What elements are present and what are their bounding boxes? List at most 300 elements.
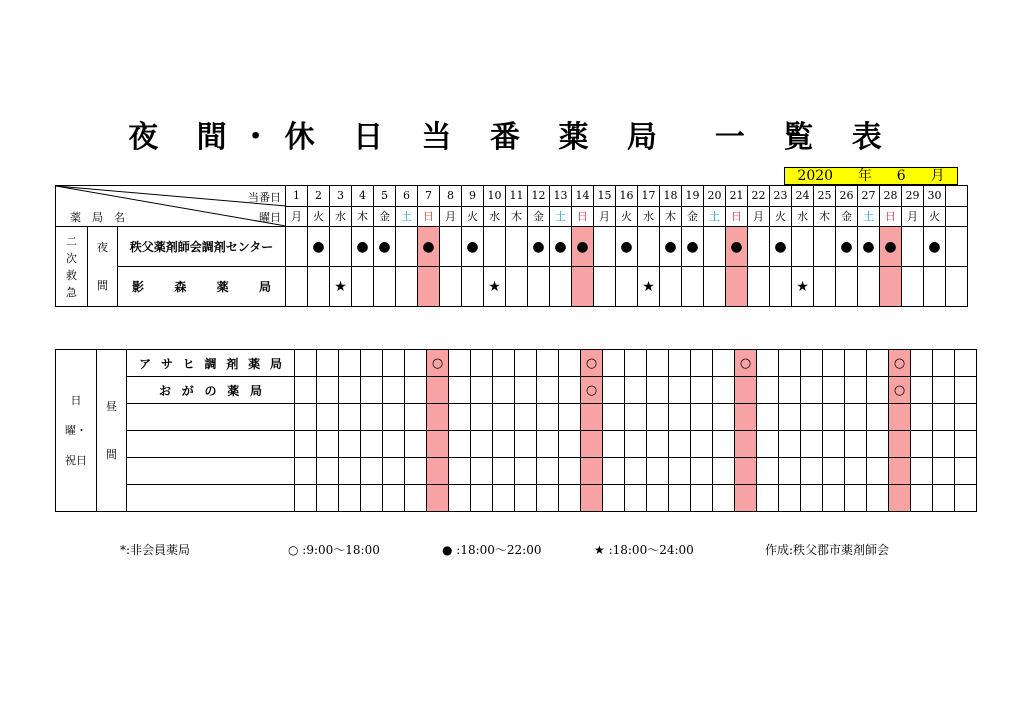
day-cell xyxy=(594,267,616,307)
weekday: 火 xyxy=(770,206,792,227)
duty-mark: ○ xyxy=(893,355,906,371)
day-cell xyxy=(427,458,449,485)
day-number: 30 xyxy=(924,186,946,207)
day-cell xyxy=(594,227,616,267)
day-cell xyxy=(515,350,537,377)
day-cell xyxy=(405,377,427,404)
day-cell xyxy=(858,267,880,307)
day-cell xyxy=(647,485,669,512)
day-cell xyxy=(559,485,581,512)
day-cell xyxy=(339,431,361,458)
table-row xyxy=(56,458,977,485)
day-cell xyxy=(836,267,858,307)
name-char: サ xyxy=(160,356,173,371)
day-cell xyxy=(506,267,528,307)
day-cell xyxy=(603,485,625,512)
day-cell xyxy=(515,377,537,404)
day-cell xyxy=(867,404,889,431)
day-cell xyxy=(339,485,361,512)
day-cell xyxy=(691,485,713,512)
day-number: 17 xyxy=(638,186,660,207)
table-row xyxy=(56,431,977,458)
day-cell xyxy=(317,485,339,512)
month-unit: 月 xyxy=(930,168,945,184)
day-cell xyxy=(449,404,471,431)
day-cell xyxy=(911,431,933,458)
day-cell xyxy=(559,350,581,377)
name-char: 局 xyxy=(258,280,271,294)
legend-non-member: *:非会員薬局 xyxy=(120,543,191,557)
day-cell xyxy=(955,485,977,512)
day-cell xyxy=(361,458,383,485)
day-cell xyxy=(823,404,845,431)
day-cell xyxy=(757,458,779,485)
day-cell xyxy=(779,485,801,512)
day-cell xyxy=(603,377,625,404)
day-cell xyxy=(647,377,669,404)
day-cell xyxy=(933,350,955,377)
duty-mark: ● xyxy=(532,238,545,255)
weekday: 月 xyxy=(440,206,462,227)
day-cell xyxy=(484,227,506,267)
day-cell xyxy=(581,404,603,431)
day-cell xyxy=(493,431,515,458)
name-char: 局 xyxy=(249,383,262,398)
name-char: が xyxy=(181,383,194,398)
day-cell xyxy=(647,458,669,485)
weekday xyxy=(946,206,968,227)
day-cell xyxy=(330,267,352,307)
day-cell xyxy=(405,404,427,431)
pharmacy-name xyxy=(118,227,286,267)
day-cell xyxy=(295,377,317,404)
duty-mark: ★ xyxy=(334,278,347,295)
weekday: 土 xyxy=(396,206,418,227)
day-cell xyxy=(691,458,713,485)
name-char: 剤 xyxy=(226,356,239,371)
weekday: 土 xyxy=(550,206,572,227)
day-cell xyxy=(440,227,462,267)
day-cell xyxy=(405,458,427,485)
weekday: 金 xyxy=(836,206,858,227)
day-number: 5 xyxy=(374,186,396,207)
month-value: 6 xyxy=(896,168,906,184)
day-cell xyxy=(418,227,440,267)
day-number: 29 xyxy=(902,186,924,207)
day-cell xyxy=(493,377,515,404)
day-cell xyxy=(418,267,440,307)
day-cell xyxy=(735,431,757,458)
duty-mark: ● xyxy=(356,238,369,255)
day-cell xyxy=(647,431,669,458)
weekday: 火 xyxy=(924,206,946,227)
day-number: 28 xyxy=(880,186,902,207)
weekday: 火 xyxy=(462,206,484,227)
day-cell xyxy=(449,458,471,485)
weekday: 月 xyxy=(594,206,616,227)
day-number: 26 xyxy=(836,186,858,207)
day-cell xyxy=(317,431,339,458)
duty-mark: ● xyxy=(554,238,567,255)
day-cell xyxy=(449,431,471,458)
duty-mark: ○ xyxy=(585,382,598,398)
duty-mark: ● xyxy=(730,238,743,255)
duty-mark: ● xyxy=(884,238,897,255)
day-cell xyxy=(867,458,889,485)
day-number xyxy=(946,186,968,207)
day-number: 20 xyxy=(704,186,726,207)
day-cell xyxy=(823,431,845,458)
day-number: 8 xyxy=(440,186,462,207)
day-cell xyxy=(735,350,757,377)
day-cell xyxy=(933,404,955,431)
day-cell xyxy=(427,350,449,377)
day-cell xyxy=(383,350,405,377)
day-cell xyxy=(493,404,515,431)
day-cell xyxy=(933,458,955,485)
day-cell xyxy=(880,267,902,307)
day-cell xyxy=(559,458,581,485)
year-unit: 年 xyxy=(857,168,872,184)
day-number: 27 xyxy=(858,186,880,207)
day-cell xyxy=(911,377,933,404)
day-cell xyxy=(317,404,339,431)
day-cell xyxy=(572,227,594,267)
day-cell xyxy=(581,377,603,404)
day-cell xyxy=(550,227,572,267)
day-cell xyxy=(603,431,625,458)
weekday: 水 xyxy=(638,206,660,227)
day-cell xyxy=(603,458,625,485)
day-cell xyxy=(550,267,572,307)
day-cell xyxy=(911,485,933,512)
weekday: 水 xyxy=(330,206,352,227)
day-cell xyxy=(713,377,735,404)
day-cell xyxy=(559,377,581,404)
name-char: 薬 xyxy=(248,356,261,371)
duty-mark: ● xyxy=(686,238,699,255)
day-cell xyxy=(537,458,559,485)
day-cell xyxy=(493,485,515,512)
day-cell xyxy=(889,431,911,458)
day-cell xyxy=(449,485,471,512)
day-cell xyxy=(682,267,704,307)
legend-circle: ○ :9:00～18:00 xyxy=(288,543,380,557)
legend-author: 作成:秩父郡市薬剤師会 xyxy=(765,543,890,557)
day-cell xyxy=(308,227,330,267)
pharmacy-name-spread xyxy=(127,355,294,372)
day-cell xyxy=(339,377,361,404)
day-cell xyxy=(889,350,911,377)
day-cell xyxy=(616,267,638,307)
day-cell xyxy=(528,227,550,267)
duty-mark: ● xyxy=(312,238,325,255)
weekday: 火 xyxy=(308,206,330,227)
day-cell xyxy=(801,458,823,485)
day-cell xyxy=(823,350,845,377)
day-cell xyxy=(396,267,418,307)
header-diagonal-cell xyxy=(56,186,286,227)
day-cell xyxy=(779,377,801,404)
night-sub-label: 夜間 xyxy=(88,227,118,307)
day-cell xyxy=(361,485,383,512)
day-cell xyxy=(559,431,581,458)
day-cell xyxy=(801,485,823,512)
duty-mark: ● xyxy=(774,238,787,255)
day-cell xyxy=(933,377,955,404)
weekday: 水 xyxy=(484,206,506,227)
day-cell xyxy=(889,404,911,431)
day-cell xyxy=(801,350,823,377)
day-cell xyxy=(506,227,528,267)
holiday-duty-table xyxy=(55,349,977,512)
table-row xyxy=(56,377,977,404)
day-cell xyxy=(955,431,977,458)
day-cell xyxy=(713,485,735,512)
day-cell xyxy=(361,350,383,377)
weekday: 金 xyxy=(374,206,396,227)
name-char: ア xyxy=(139,356,152,371)
day-cell xyxy=(660,227,682,267)
day-cell xyxy=(779,404,801,431)
day-cell xyxy=(383,404,405,431)
day-cell xyxy=(405,350,427,377)
day-cell xyxy=(449,350,471,377)
duty-mark: ● xyxy=(576,238,589,255)
day-cell xyxy=(515,458,537,485)
day-cell xyxy=(924,267,946,307)
day-cell xyxy=(317,458,339,485)
name-char: 森 xyxy=(174,280,187,294)
holiday-group-label: 日曜・祝日 xyxy=(56,350,97,512)
day-number: 1 xyxy=(286,186,308,207)
duty-mark: ★ xyxy=(488,278,501,295)
weekday: 日 xyxy=(572,206,594,227)
day-cell xyxy=(581,431,603,458)
day-cell xyxy=(911,404,933,431)
day-cell xyxy=(792,267,814,307)
weekday: 木 xyxy=(352,206,374,227)
day-cell xyxy=(814,227,836,267)
day-cell xyxy=(427,431,449,458)
day-cell xyxy=(572,267,594,307)
day-cell xyxy=(374,267,396,307)
day-cell xyxy=(757,404,779,431)
weekday: 金 xyxy=(682,206,704,227)
day-cell xyxy=(889,458,911,485)
day-cell xyxy=(713,404,735,431)
day-cell xyxy=(726,227,748,267)
day-cell xyxy=(471,350,493,377)
day-cell xyxy=(493,458,515,485)
duty-mark: ★ xyxy=(796,278,809,295)
day-number: 7 xyxy=(418,186,440,207)
weekday: 土 xyxy=(704,206,726,227)
day-cell xyxy=(867,377,889,404)
day-cell xyxy=(713,458,735,485)
pharmacy-name-text: 秩父薬剤師会調剤センター xyxy=(129,240,274,254)
day-number: 22 xyxy=(748,186,770,207)
weekday: 木 xyxy=(506,206,528,227)
day-cell xyxy=(383,458,405,485)
day-cell xyxy=(911,458,933,485)
duty-mark: ● xyxy=(840,238,853,255)
day-cell xyxy=(427,485,449,512)
day-cell xyxy=(691,350,713,377)
name-char: お xyxy=(159,383,172,398)
table-row xyxy=(56,267,968,307)
day-cell xyxy=(383,485,405,512)
pharmacy-name xyxy=(127,431,295,458)
day-cell xyxy=(933,485,955,512)
day-cell xyxy=(295,485,317,512)
day-cell xyxy=(845,431,867,458)
day-cell xyxy=(361,404,383,431)
pharmacy-name xyxy=(127,377,295,404)
duty-mark: ● xyxy=(378,238,391,255)
day-cell xyxy=(515,404,537,431)
table-row xyxy=(56,404,977,431)
day-number: 21 xyxy=(726,186,748,207)
day-cell xyxy=(779,350,801,377)
day-cell xyxy=(801,377,823,404)
day-cell xyxy=(339,404,361,431)
day-cell xyxy=(911,350,933,377)
day-cell xyxy=(946,227,968,267)
day-cell xyxy=(440,267,462,307)
day-cell xyxy=(735,458,757,485)
day-cell xyxy=(770,227,792,267)
legend-star: ★ :18:00～24:00 xyxy=(594,543,694,557)
day-cell xyxy=(933,431,955,458)
day-cell xyxy=(308,267,330,307)
day-number: 18 xyxy=(660,186,682,207)
day-cell xyxy=(581,458,603,485)
day-cell xyxy=(845,404,867,431)
day-cell xyxy=(405,431,427,458)
name-char: ヒ xyxy=(182,356,195,371)
weekday: 金 xyxy=(528,206,550,227)
day-cell xyxy=(792,227,814,267)
day-cell xyxy=(537,404,559,431)
day-cell xyxy=(471,431,493,458)
day-cell xyxy=(374,227,396,267)
weekday: 月 xyxy=(748,206,770,227)
day-cell xyxy=(902,227,924,267)
day-cell xyxy=(537,431,559,458)
weekday-label: 曜日 xyxy=(259,211,281,224)
day-cell xyxy=(462,227,484,267)
day-cell xyxy=(823,485,845,512)
day-cell xyxy=(867,431,889,458)
day-cell xyxy=(845,377,867,404)
day-number: 10 xyxy=(484,186,506,207)
pharmacy-name xyxy=(127,404,295,431)
day-number: 25 xyxy=(814,186,836,207)
day-cell xyxy=(427,377,449,404)
weekday: 土 xyxy=(858,206,880,227)
day-cell xyxy=(748,227,770,267)
day-cell xyxy=(625,377,647,404)
day-cell xyxy=(691,431,713,458)
day-cell xyxy=(889,377,911,404)
day-cell xyxy=(405,485,427,512)
day-cell xyxy=(726,267,748,307)
day-cell xyxy=(946,267,968,307)
duty-mark: ○ xyxy=(893,382,906,398)
day-cell xyxy=(801,431,823,458)
day-cell xyxy=(770,267,792,307)
weekday: 水 xyxy=(792,206,814,227)
day-cell xyxy=(955,458,977,485)
day-cell xyxy=(823,377,845,404)
day-cell xyxy=(779,458,801,485)
day-cell xyxy=(339,350,361,377)
day-cell xyxy=(669,350,691,377)
day-cell xyxy=(757,485,779,512)
day-cell xyxy=(537,485,559,512)
day-cell xyxy=(625,431,647,458)
table-row xyxy=(56,350,977,377)
day-number: 9 xyxy=(462,186,484,207)
day-cell xyxy=(669,431,691,458)
day-cell xyxy=(625,404,647,431)
weekday: 日 xyxy=(726,206,748,227)
name-char: 影 xyxy=(132,280,145,294)
day-cell xyxy=(471,458,493,485)
weekday: 月 xyxy=(286,206,308,227)
day-cell xyxy=(682,227,704,267)
day-cell xyxy=(748,267,770,307)
day-cell xyxy=(669,377,691,404)
day-cell xyxy=(383,431,405,458)
day-cell xyxy=(713,350,735,377)
day-cell xyxy=(757,350,779,377)
day-number: 2 xyxy=(308,186,330,207)
day-cell xyxy=(603,350,625,377)
day-cell xyxy=(317,350,339,377)
day-cell xyxy=(845,458,867,485)
day-number: 16 xyxy=(616,186,638,207)
day-cell xyxy=(924,227,946,267)
day-cell xyxy=(691,377,713,404)
day-cell xyxy=(528,267,550,307)
pharmacy-name xyxy=(118,267,286,307)
day-cell xyxy=(449,377,471,404)
day-number: 14 xyxy=(572,186,594,207)
day-number: 4 xyxy=(352,186,374,207)
name-char: 調 xyxy=(204,356,217,371)
table-row xyxy=(56,485,977,512)
pharmacy-name-spread xyxy=(118,278,285,295)
day-number: 6 xyxy=(396,186,418,207)
day-cell xyxy=(286,267,308,307)
day-cell xyxy=(471,404,493,431)
day-cell xyxy=(352,227,374,267)
day-cell xyxy=(902,267,924,307)
day-cell xyxy=(757,377,779,404)
day-cell xyxy=(581,350,603,377)
name-char: 局 xyxy=(269,356,282,371)
header-row-days xyxy=(56,186,968,207)
weekday: 月 xyxy=(902,206,924,227)
duty-mark: ★ xyxy=(642,278,655,295)
legend-dot: ● :18:00～22:00 xyxy=(442,543,542,557)
day-cell xyxy=(638,227,660,267)
day-cell xyxy=(867,350,889,377)
day-cell xyxy=(352,267,374,307)
day-cell xyxy=(484,267,506,307)
